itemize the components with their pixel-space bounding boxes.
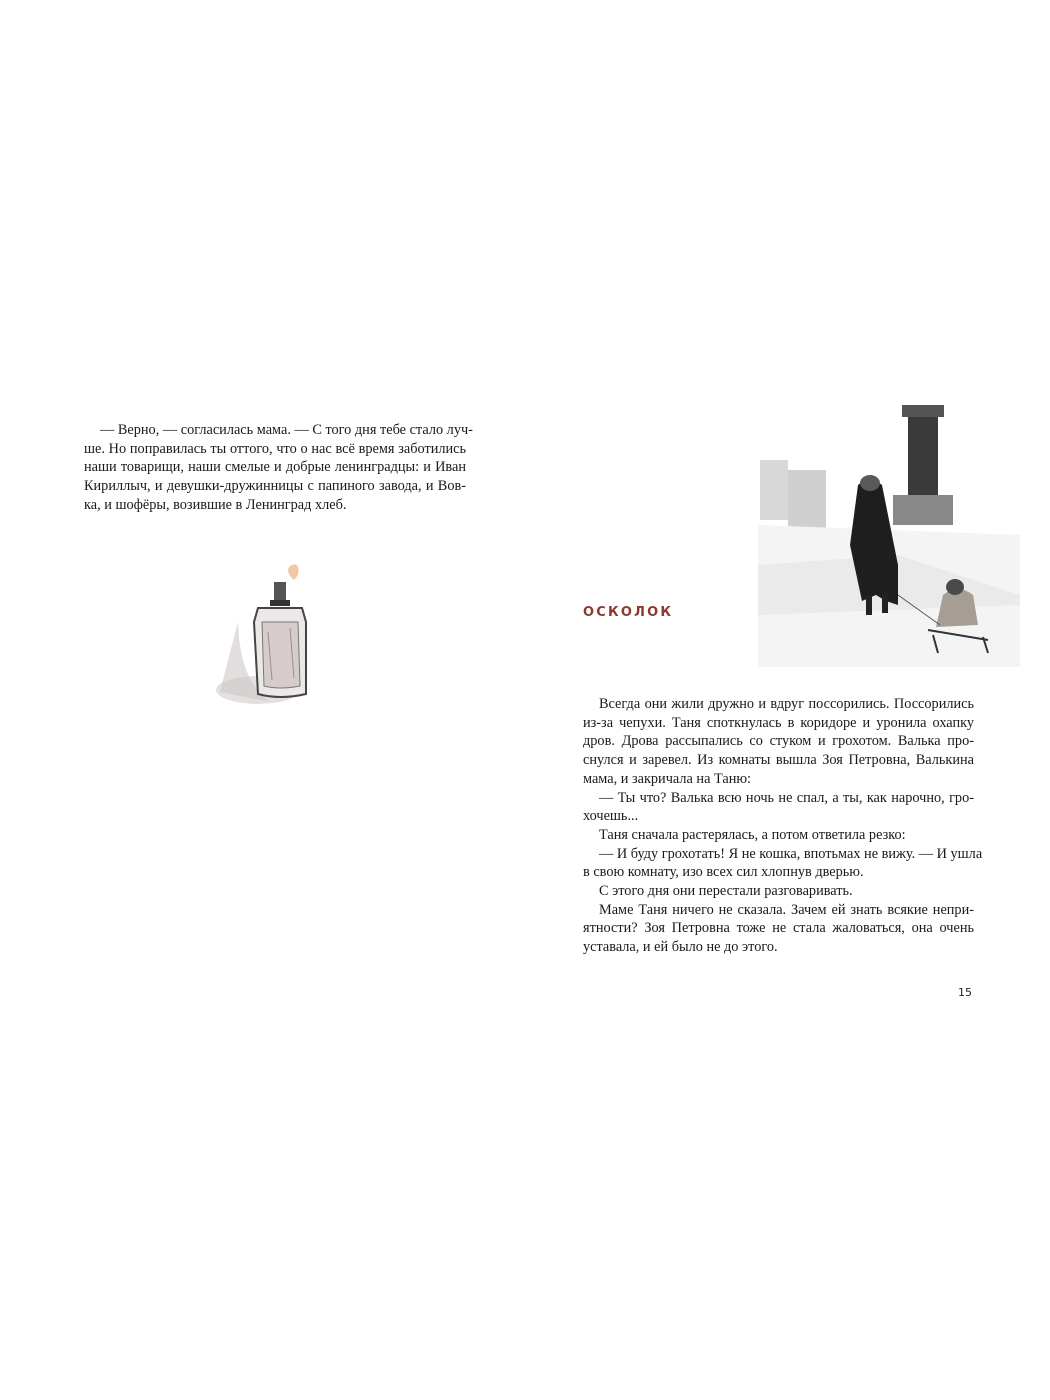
- text-line: хочешь...: [583, 808, 639, 825]
- text-line: — Верно, — согласилась мама. — С того дня тебе стало луч-: [100, 422, 473, 438]
- text-line: из-за чепухи. Таня споткнулась в коридоре и уронила охапку: [583, 714, 974, 731]
- page-number: 15: [958, 986, 972, 999]
- text-line: Всегда они жили дружно и вдруг поссорились. Поссорились: [599, 696, 974, 712]
- left-paragraph: [84, 421, 473, 515]
- text-line: мама, и закричала на Таню:: [583, 770, 752, 787]
- kerosene-lamp-illustration: [210, 562, 320, 712]
- text-line: ше. Но поправилась ты оттого, что о нас всё время заботились: [84, 440, 466, 457]
- text-line: С этого дня они перестали разговаривать.: [599, 883, 853, 900]
- text-line: наши товарищи, наши смелые и добрые ленинградцы: и Иван: [84, 459, 466, 476]
- text-line: Таня сначала растерялась, а потом ответила резко:: [599, 826, 906, 843]
- text-line: Кириллыч, и девушки-дружинницы с папиного завода, и Вов-: [84, 478, 466, 495]
- text-line: ятности? Зоя Петровна тоже не стала жаловаться, она очень: [583, 920, 974, 937]
- text-line: уставала, и ей было не до этого.: [583, 939, 778, 956]
- chapter-title: ОСКОЛОК: [583, 605, 674, 620]
- winter-street-illustration: [758, 405, 1020, 667]
- right-paragraph: [583, 695, 983, 957]
- text-line: в свою комнату, изо всех сил хлопнув дверью.: [583, 864, 864, 881]
- text-line: снулся и заревел. Из комнаты вышла Зоя Петровна, Валькина: [583, 752, 974, 769]
- text-line: ка, и шофёры, возившие в Ленинград хлеб.: [84, 496, 347, 513]
- text-line: — И буду грохотать! Я не кошка, впотьмах не вижу. — И ушла: [599, 845, 983, 862]
- text-line: Маме Таня ничего не сказала. Зачем ей знать всякие непри-: [599, 901, 974, 918]
- text-line: — Ты что? Валька всю ночь не спал, а ты, как нарочно, гро-: [599, 789, 974, 806]
- right-page: [525, 0, 1050, 1400]
- text-line: дров. Дрова рассыпались со стуком и грохотом. Валька про-: [583, 733, 974, 750]
